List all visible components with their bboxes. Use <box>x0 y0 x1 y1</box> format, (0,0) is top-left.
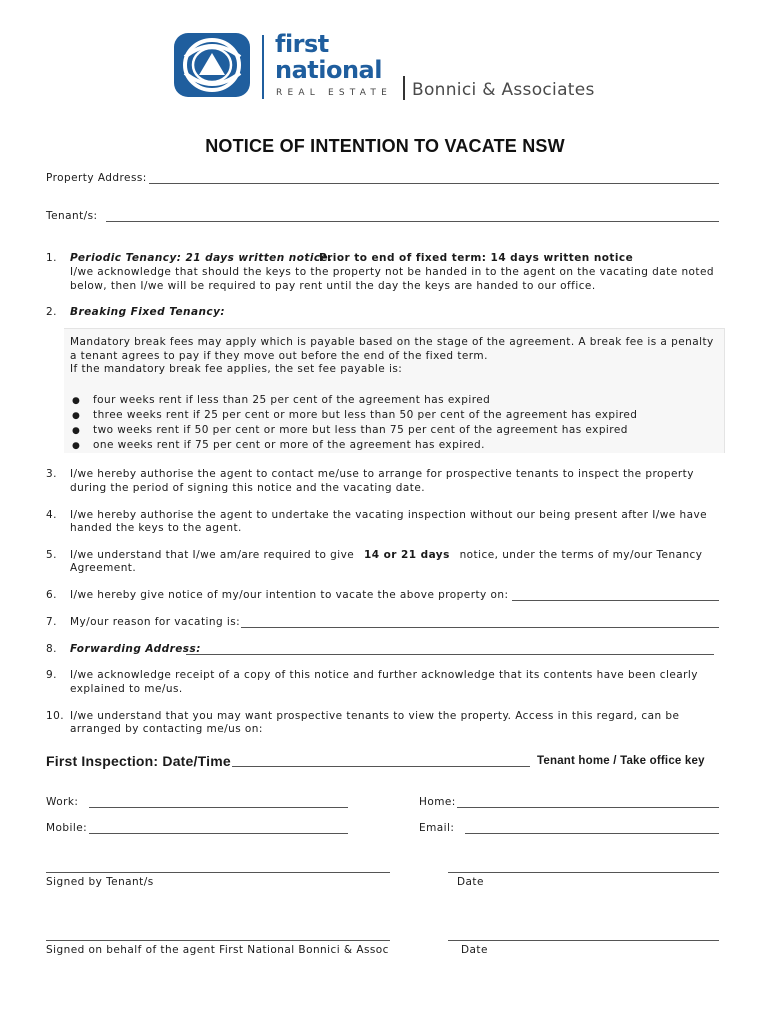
item-number: 5. <box>46 549 57 561</box>
logo-brand-line1: first <box>275 30 329 58</box>
mobile-field[interactable] <box>89 833 348 834</box>
work-field[interactable] <box>89 807 348 808</box>
item8-text: Forwarding Address: <box>70 643 201 655</box>
page-title: NOTICE OF INTENTION TO VACATE NSW <box>205 136 565 156</box>
item10-text: I/we understand that you may want prospective tenants to view the property. Access in this regard, can be <box>70 710 680 722</box>
item2-heading: Breaking Fixed Tenancy: <box>70 306 226 318</box>
tenants-label: Tenant/s: <box>46 210 98 222</box>
item9-text: I/we acknowledge receipt of a copy of this notice and further acknowledge that its contents have been clearly <box>70 669 698 681</box>
mobile-label: Mobile: <box>46 822 88 834</box>
logo-brand-line3: REAL ESTATE <box>276 88 393 98</box>
break-fee-bullet: three weeks rent if 25 per cent or more but less than 50 per cent of the agreement has expired <box>93 409 638 421</box>
property-address-label: Property Address: <box>46 172 147 184</box>
logo-brand-line2: national <box>275 56 382 84</box>
item-number: 1. <box>46 252 57 264</box>
email-field[interactable] <box>465 833 719 834</box>
agent-date-label: Date <box>461 944 488 956</box>
break-fee-text: a tenant agrees to pay if they move out before the end of the fixed term. <box>70 350 488 362</box>
item6-text: I/we hereby give notice of my/our intention to vacate the above property on: <box>70 589 509 601</box>
tenants-field[interactable] <box>106 221 719 222</box>
item5-text: Agreement. <box>70 562 137 574</box>
item1-heading-periodic: Periodic Tenancy: 21 days written notice. <box>70 252 333 264</box>
bullet-icon: ● <box>72 411 80 421</box>
item5-text <box>70 549 702 561</box>
break-fee-bullet: one weeks rent if 75 per cent or more of the agreement has expired. <box>93 439 485 451</box>
break-fee-text: If the mandatory break fee applies, the set fee payable is: <box>70 363 403 375</box>
agent-signature-field[interactable] <box>46 940 390 941</box>
work-label: Work: <box>46 796 79 808</box>
bullet-icon: ● <box>72 426 80 436</box>
property-address-field[interactable] <box>149 183 719 184</box>
tenant-signature-field[interactable] <box>46 872 390 873</box>
email-label: Email: <box>419 822 455 834</box>
office-name: Bonnici & Associates <box>412 80 595 100</box>
item5-days: 14 or 21 days <box>363 549 450 561</box>
item7-text: My/our reason for vacating is: <box>70 616 241 628</box>
tenant-date-field[interactable] <box>448 872 719 873</box>
item5-text-c: notice, under the terms of my/our Tenancy <box>459 549 703 561</box>
tenant-signature-label: Signed by Tenant/s <box>46 876 154 888</box>
agent-date-field[interactable] <box>448 940 719 941</box>
first-national-logo-icon <box>174 33 252 99</box>
break-fee-text: Mandatory break fees may apply which is payable based on the stage of the agreement. A break fee is a penalty <box>70 336 714 348</box>
item-number: 10. <box>46 710 65 722</box>
vacate-date-field[interactable] <box>512 600 719 601</box>
break-fee-bullet: four weeks rent if less than 25 per cent of the agreement has expired <box>93 394 491 406</box>
item9-text: explained to me/us. <box>70 683 183 695</box>
first-inspection-option: Tenant home / Take office key <box>537 755 705 767</box>
item-number: 2. <box>46 306 57 318</box>
item4-text: I/we hereby authorise the agent to undertake the vacating inspection without our being present after I/we have <box>70 509 708 521</box>
item1-heading-fixed: Prior to end of fixed term: 14 days written notice <box>319 252 634 264</box>
break-fee-bullet: two weeks rent if 50 per cent or more but less than 75 per cent of the agreement has expired <box>93 424 628 436</box>
bullet-icon: ● <box>72 441 80 451</box>
item-number: 7. <box>46 616 57 628</box>
item-number: 8. <box>46 643 57 655</box>
item5-text-a: I/we understand that I/we am/are required to give <box>70 549 355 561</box>
item10-text: arranged by contacting me/us on: <box>70 723 263 735</box>
home-field[interactable] <box>457 807 719 808</box>
first-inspection-field[interactable] <box>232 766 530 767</box>
item1-text: below, then I/we will be required to pay rent until the day the keys are handed to our office. <box>70 280 596 292</box>
item-number: 4. <box>46 509 57 521</box>
bullet-icon: ● <box>72 396 80 406</box>
item3-text: I/we hereby authorise the agent to contact me/use to arrange for prospective tenants to inspect the property <box>70 468 694 480</box>
item1-text: I/we acknowledge that should the keys to the property not be handed in to the agent on the vacating date noted <box>70 266 715 278</box>
office-divider <box>403 76 405 100</box>
forwarding-address-field[interactable] <box>186 654 714 655</box>
item-number: 6. <box>46 589 57 601</box>
vacate-reason-field[interactable] <box>241 627 719 628</box>
item-number: 9. <box>46 669 57 681</box>
item4-text: handed the keys to the agent. <box>70 522 242 534</box>
agent-signature-label: Signed on behalf of the agent First National Bonnici & Assoc <box>46 944 389 956</box>
tenant-date-label: Date <box>457 876 484 888</box>
item3-text: during the period of signing this notice and the vacating date. <box>70 482 426 494</box>
item-number: 3. <box>46 468 57 480</box>
logo-divider <box>262 35 264 99</box>
first-inspection-label: First Inspection: Date/Time <box>46 753 231 769</box>
home-label: Home: <box>419 796 456 808</box>
